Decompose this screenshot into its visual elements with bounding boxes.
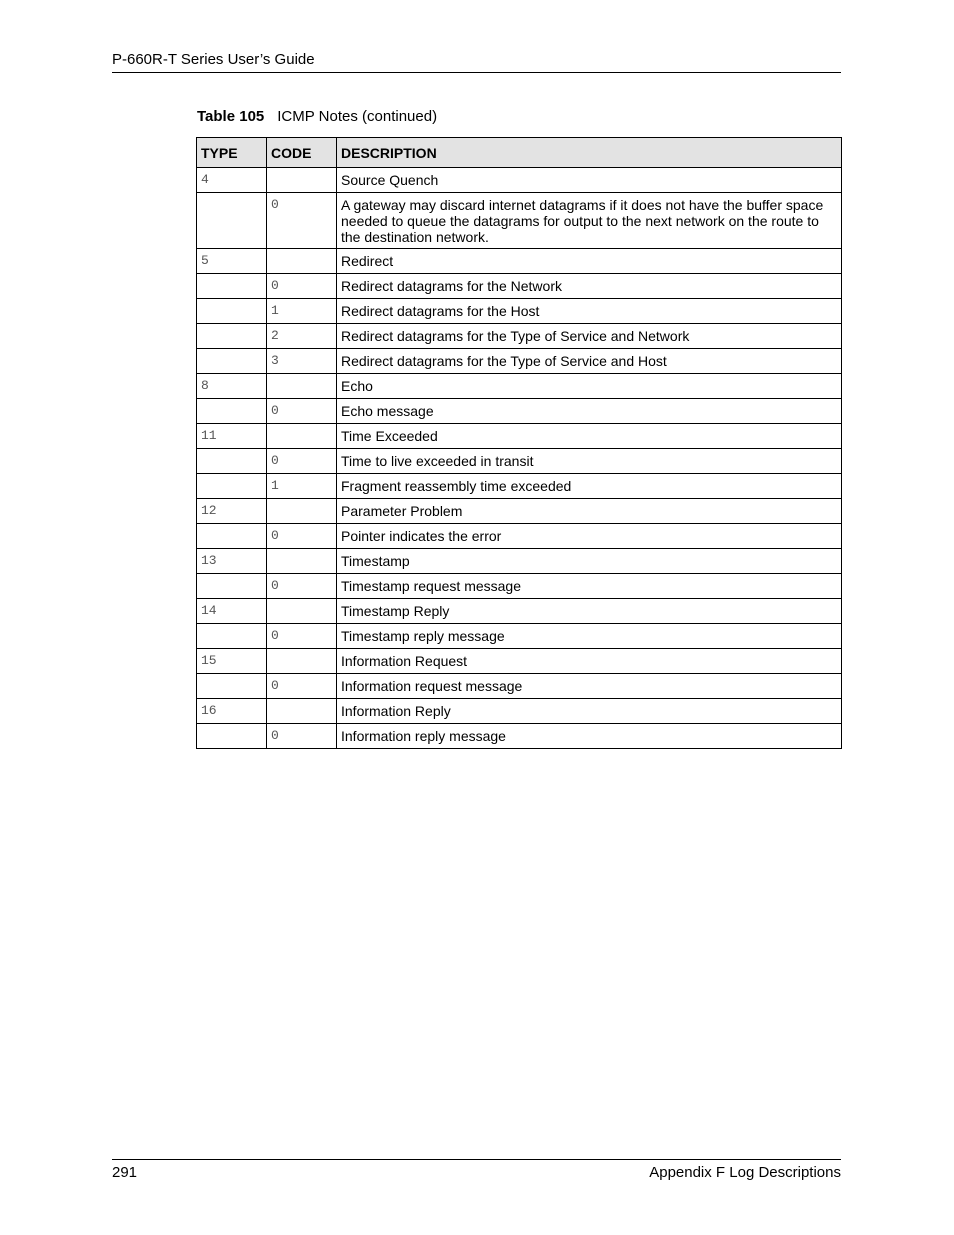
page-number: 291 [112,1164,138,1181]
type-cell [197,524,267,549]
type-cell: 15 [197,649,267,674]
table-number: Table 105 [197,108,265,125]
table-row [197,449,842,474]
code-cell: 0 [267,674,337,699]
code-cell: 0 [267,274,337,299]
code-cell [267,374,337,399]
table-caption [197,107,437,127]
type-cell [197,399,267,424]
description-cell: Information reply message [337,724,842,749]
type-cell: 13 [197,549,267,574]
page-footer [112,1159,841,1183]
column-header-type: TYPE [197,138,267,168]
table-body [197,168,842,749]
table-row [197,399,842,424]
description-cell: Redirect datagrams for the Type of Service and Network [337,324,842,349]
code-cell: 0 [267,399,337,424]
table-row [197,524,842,549]
type-cell [197,474,267,499]
description-cell: A gateway may discard internet datagrams if it does not have the buffer space needed to queue the datagrams for output to the next network on the route to the destination network. [337,193,842,249]
description-cell: Timestamp [337,549,842,574]
document-title: P-660R-T Series User’s Guide [112,51,315,68]
column-header-code: CODE [267,138,337,168]
type-cell [197,574,267,599]
table-row [197,649,842,674]
description-cell: Echo message [337,399,842,424]
table-row [197,624,842,649]
table-row [197,168,842,193]
code-cell: 2 [267,324,337,349]
description-cell: Information request message [337,674,842,699]
code-cell: 0 [267,574,337,599]
description-cell: Redirect datagrams for the Network [337,274,842,299]
code-cell: 0 [267,524,337,549]
description-cell: Timestamp Reply [337,599,842,624]
table-row [197,349,842,374]
description-cell: Source Quench [337,168,842,193]
table-header-row [197,138,842,168]
table-row [197,499,842,524]
code-cell: 0 [267,724,337,749]
type-cell [197,193,267,249]
table-row [197,274,842,299]
page-header [112,50,841,73]
type-cell: 14 [197,599,267,624]
type-cell [197,274,267,299]
type-cell [197,349,267,374]
description-cell: Time to live exceeded in transit [337,449,842,474]
table-row [197,424,842,449]
description-cell: Redirect datagrams for the Host [337,299,842,324]
code-cell [267,599,337,624]
description-cell: Time Exceeded [337,424,842,449]
code-cell [267,249,337,274]
description-cell: Fragment reassembly time exceeded [337,474,842,499]
type-cell [197,449,267,474]
type-cell [197,324,267,349]
type-cell: 11 [197,424,267,449]
description-cell: Parameter Problem [337,499,842,524]
code-cell: 3 [267,349,337,374]
code-cell [267,699,337,724]
table-row [197,674,842,699]
description-cell: Timestamp request message [337,574,842,599]
code-cell [267,168,337,193]
type-cell: 16 [197,699,267,724]
footer-section: Appendix F Log Descriptions [649,1164,841,1181]
table-row [197,574,842,599]
code-cell: 0 [267,449,337,474]
table-row [197,299,842,324]
description-cell: Information Reply [337,699,842,724]
code-cell [267,499,337,524]
table-row [197,374,842,399]
type-cell [197,724,267,749]
code-cell [267,549,337,574]
icmp-notes-table [196,137,842,749]
type-cell [197,299,267,324]
table-row [197,549,842,574]
type-cell: 8 [197,374,267,399]
type-cell [197,674,267,699]
code-cell [267,424,337,449]
code-cell: 1 [267,474,337,499]
type-cell [197,624,267,649]
code-cell: 1 [267,299,337,324]
description-cell: Pointer indicates the error [337,524,842,549]
table-row [197,724,842,749]
table-row [197,474,842,499]
description-cell: Information Request [337,649,842,674]
description-cell: Redirect [337,249,842,274]
code-cell: 0 [267,193,337,249]
description-cell: Redirect datagrams for the Type of Service and Host [337,349,842,374]
table-row [197,699,842,724]
type-cell: 12 [197,499,267,524]
table-title: ICMP Notes (continued) [277,108,438,125]
table-row [197,249,842,274]
type-cell: 4 [197,168,267,193]
table-row [197,193,842,249]
code-cell [267,649,337,674]
column-header-description: DESCRIPTION [337,138,842,168]
table-row [197,324,842,349]
description-cell: Echo [337,374,842,399]
description-cell: Timestamp reply message [337,624,842,649]
table-row [197,599,842,624]
type-cell: 5 [197,249,267,274]
code-cell: 0 [267,624,337,649]
